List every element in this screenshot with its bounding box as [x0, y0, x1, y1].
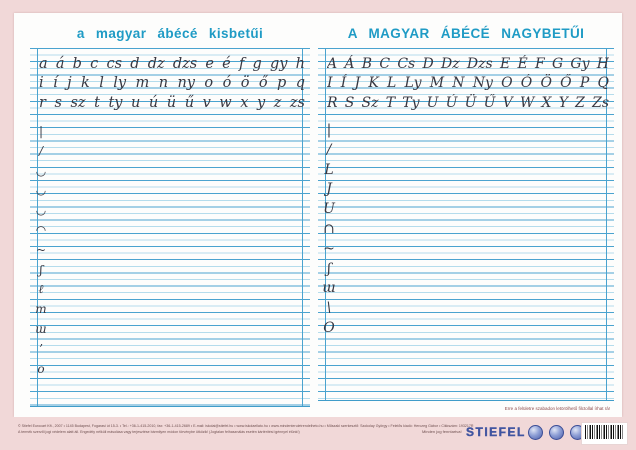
globe-badge-icon: [549, 425, 564, 440]
stroke-glyph: ~: [35, 242, 47, 257]
barcode: [581, 422, 628, 445]
publisher-imprint-line-1: © Stiefel Eurocart Kft., 2007 • 1145 Budapest, Fogarasi út 15-3. • Tel.: +36-1-415-2010, fax: +36-1-415-2689 • E-mail: iskolai@stiefel.hu • www.iskolaellato.hu • www.mindenteruletrendelheto.hu • Műszaki szerkesztő: Szokolay György • Felelős kiadó: Herczeg Gábor • Cikkszám: 193217R: [18, 424, 474, 428]
stroke-glyph: ◠: [35, 223, 47, 238]
certification-badges: [528, 425, 585, 440]
stroke-glyph: ∩: [323, 221, 335, 238]
lowercase-row-2: i í j k l ly m n ny o ó ö ő p q: [39, 75, 305, 92]
lowercase-row-1: a á b c cs d dz dzs e é f g gy h: [39, 55, 305, 72]
footer-band: [0, 417, 636, 450]
stroke-glyph: ɯ: [322, 280, 336, 297]
stroke-glyph: ◡: [35, 163, 47, 178]
worksheet-sheet: [14, 13, 622, 417]
stroke-glyph: J: [326, 181, 332, 198]
uppercase-alphabet-rows: [327, 55, 609, 114]
stroke-glyph: ~: [323, 240, 335, 257]
stroke-glyph: |: [38, 124, 44, 139]
stroke-glyph: U: [323, 201, 335, 218]
stroke-glyph: ◡: [35, 183, 47, 198]
uppercase-row-3: R S Sz T Ty U Ú Ü Ű V W X Y Z Zs: [327, 95, 609, 112]
stroke-glyph: /: [326, 141, 332, 158]
publisher-imprint-line-2: A termék szerzői jogi védelem alatt áll. Engedély nélküli másolása vagy terjesztése bármilyen módon törvénybe ütközik! (Jogtalan felhasználás esetén kártérítési igénnyel élünk!): [18, 430, 300, 434]
lowercase-alphabet-rows: [39, 55, 305, 114]
uppercase-panel-title: A MAGYAR ÁBÉCÉ NAGYBETŰI: [347, 26, 585, 41]
uppercase-row-2: I Í J K L Ly M N Ny O Ó Ö Ő P Q: [327, 75, 609, 92]
uppercase-stroke-practice-column: [321, 117, 337, 335]
stroke-glyph: ’: [39, 341, 43, 356]
stroke-glyph: \: [326, 300, 332, 317]
stroke-glyph: ɯ: [35, 322, 47, 337]
lowercase-panel-title: a magyar ábécé kisbetűi: [76, 26, 264, 41]
rights-note: Minden jog fenntartva!: [422, 429, 462, 434]
uppercase-writing-area: [318, 48, 614, 401]
lowercase-stroke-practice-column: [33, 117, 49, 374]
stiefel-logo: STIEFEL: [466, 425, 526, 439]
stroke-glyph: L: [324, 161, 334, 178]
stroke-glyph: ℓ: [38, 282, 44, 297]
lowercase-writing-area: [30, 48, 310, 407]
stroke-glyph: ʃ: [327, 260, 331, 277]
uppercase-row-1: A Á B C Cs D Dz Dzs E É F G Gy H: [327, 55, 609, 72]
barcode-bars: [585, 425, 624, 439]
stroke-glyph: ʃ: [39, 262, 43, 277]
stroke-glyph: o: [37, 361, 45, 376]
stroke-glyph: |: [326, 122, 332, 139]
globe-badge-icon: [528, 425, 543, 440]
erasable-marker-note: Erre a felületre szabadon letörölhető filctollal írhat rá!: [504, 406, 610, 411]
stroke-glyph: ◡: [35, 203, 47, 218]
stroke-glyph: /: [38, 143, 44, 158]
stroke-glyph: O: [323, 320, 335, 337]
stroke-glyph: m: [35, 302, 47, 317]
lowercase-row-3: r s sz t ty u ú ü ű v w x y z zs: [39, 95, 305, 112]
